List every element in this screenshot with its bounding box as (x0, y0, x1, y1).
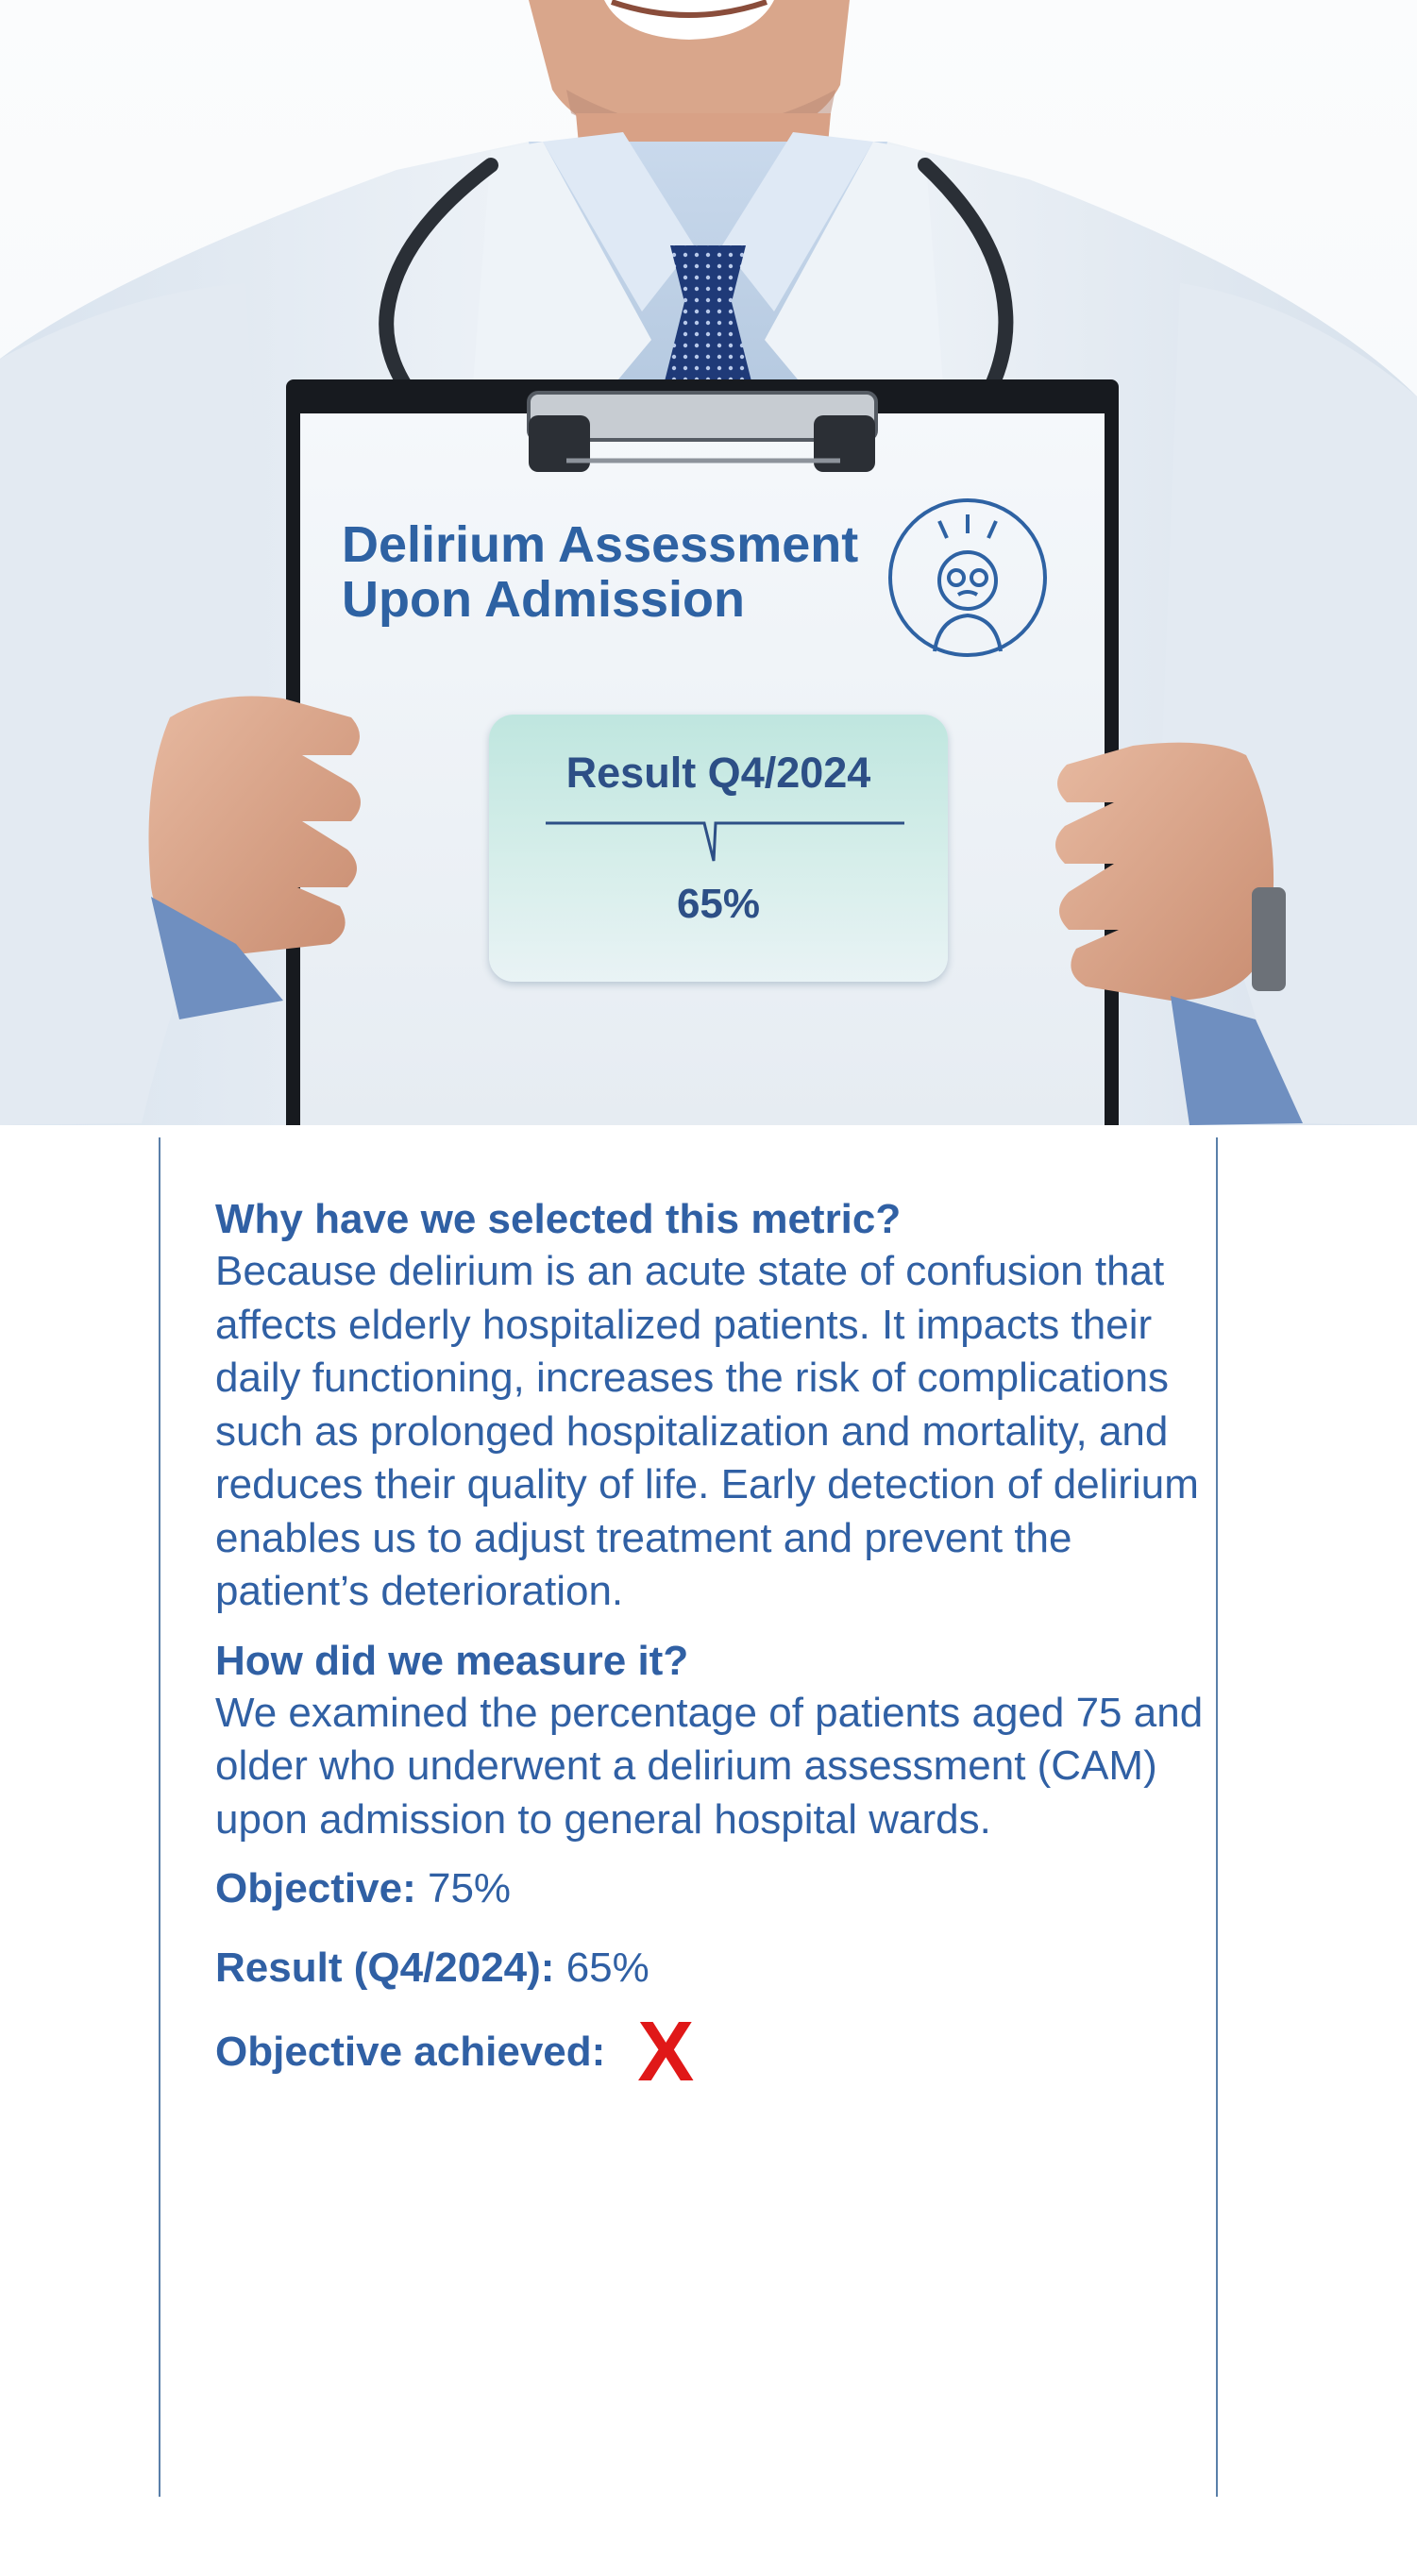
how-body: We examined the percentage of patients aged 75 and older who underwent a delirium assessment (CAM) upon admission to general hospital wards. (215, 1689, 1204, 1843)
achieved-label: Objective achieved: (215, 2029, 606, 2075)
why-body: Because delirium is an acute state of confusion that affects elderly hospitalized patients. It impacts their daily functioning, increases the risk of complications such as prolonged hospitalization and mortality, and reduces their quality of life. Early detection of delirium enables us to adjust treatment and prevent the patient’s deterioration. (215, 1248, 1199, 1614)
objective-label: Objective: (215, 1865, 416, 1911)
metric-description (215, 1194, 1206, 2099)
how-heading: How did we measure it? (215, 1637, 689, 1684)
result-card (489, 715, 948, 982)
hero-image (0, 0, 1417, 1125)
objective-row (215, 1863, 1206, 1914)
result-label: Result (Q4/2024): (215, 1945, 555, 1991)
why-heading: Why have we selected this metric? (215, 1196, 902, 1242)
result-value: 65% (565, 1945, 649, 1991)
clipboard-title: Delirium Assessment Upon Admission (342, 516, 859, 628)
achieved-row (215, 2005, 1206, 2099)
result-card-divider (489, 715, 948, 982)
not-achieved-x-icon: X (637, 2005, 695, 2099)
objective-value: 75% (427, 1865, 512, 1911)
why-section (215, 1194, 1206, 1619)
result-card-label: Result Q4/2024 (565, 749, 871, 797)
watch (1252, 887, 1286, 991)
how-section (215, 1636, 1206, 1847)
panel-right-border (1216, 1137, 1218, 2497)
panel-left-border (159, 1137, 160, 2497)
result-card-value: 65% (676, 881, 761, 927)
result-row (215, 1943, 1206, 1994)
